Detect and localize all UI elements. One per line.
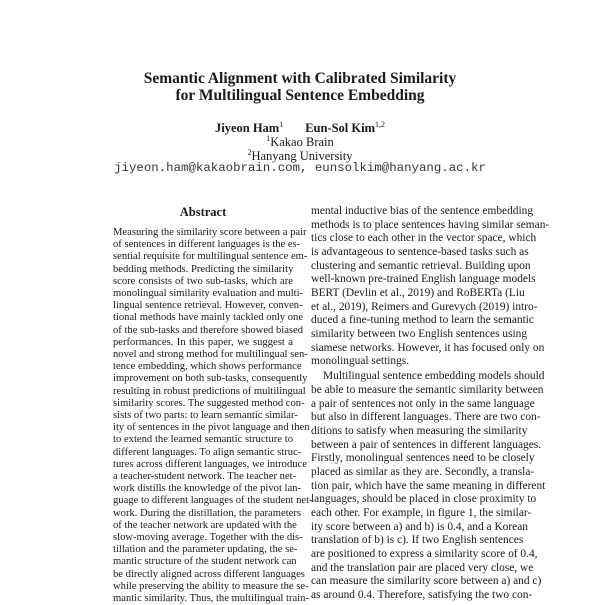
abstract-body <box>113 227 313 605</box>
text-line: a pair of sentences not only in the same language <box>311 397 535 410</box>
text-line: can measure the similarity score between a) and c) <box>311 575 542 588</box>
text-line: similarity between two English sentences using <box>311 327 528 340</box>
author-name: Jiyeon Ham <box>214 121 280 135</box>
text-line: clustering and semantic retrieval. Building upon <box>311 259 531 272</box>
text-line: be directly aligned across different languages <box>113 568 305 580</box>
text-line: translation of b) is c). If two English sentences <box>311 534 524 547</box>
text-line: tional methods have mainly tackled only one <box>113 312 304 324</box>
author-name: Eun-Sol Kim <box>305 121 376 135</box>
text-line: slow-moving average. Together with the dis- <box>113 532 303 544</box>
introduction-column <box>311 205 550 603</box>
text-line: to extend the learned semantic structure to <box>113 434 293 446</box>
abstract-heading: Abstract <box>179 205 227 219</box>
text-line: of the teacher network are updated with the <box>113 519 297 531</box>
text-line: bedding methods. Predicting the similarity <box>113 263 294 275</box>
text-line: sential requisite for multilingual sentence em- <box>113 251 308 263</box>
affiliation-mark: 1 <box>266 134 271 143</box>
text-line: of the sub-tasks and therefore showed biased <box>113 324 304 336</box>
text-line: novel and strong method for multilingual sen- <box>113 349 308 361</box>
text-line: monolingual similarity evaluation and multi- <box>113 288 304 300</box>
author-affiliation-mark: 1,2 <box>375 120 386 129</box>
affiliation-name: Hanyang University <box>251 149 353 163</box>
text-line: duced a fine-tuning method to learn the semantic <box>311 314 534 327</box>
text-line: placed as similar as they are. Secondly, a transla- <box>311 465 535 478</box>
text-line: monolingual settings. <box>311 355 410 368</box>
text-line: languages, should be placed in close proximity to <box>311 493 537 506</box>
text-line: ity of sentences in the pivot language and then <box>113 422 310 434</box>
text-line: mantic structure of the student network can <box>113 556 297 568</box>
text-line: sists of two parts: to learn semantic similar- <box>113 410 298 422</box>
affiliation-name: Kakao Brain <box>270 135 334 149</box>
text-line: BERT (Devlin et al., 2019) and RoBERTa (Liu <box>311 286 525 299</box>
text-line: tence embedding, which shows performance <box>113 361 302 373</box>
text-line: of sentences in different languages is the es- <box>113 239 301 251</box>
text-line: between a pair of sentences in different languages. <box>311 438 542 451</box>
text-line: resulting in robust predictions of multilingual <box>113 385 306 397</box>
author-list <box>0 121 600 135</box>
text-line: et al., 2019), Reimers and Gurevych (2019) intro- <box>311 300 538 313</box>
text-line: improvement on both sub-tasks, consequently <box>113 373 308 385</box>
author-emails: jiyeon.ham@kakaobrain.com, eunsolkim@hanyang.ac.kr <box>114 161 486 175</box>
body-paragraph <box>311 370 546 602</box>
text-line: Multilingual sentence embedding models should <box>323 370 545 383</box>
body-paragraph <box>311 205 550 369</box>
affiliation <box>0 135 600 149</box>
text-line: well-known pre-trained English language models <box>311 273 536 286</box>
text-line: is advantageous to sentence-based tasks such as <box>311 245 529 258</box>
text-line: be able to measure the semantic similarity between <box>311 384 544 397</box>
text-line: tics close to each other in the vector space, which <box>311 232 537 245</box>
text-line: while preserving the ability to measure the se- <box>113 580 309 592</box>
text-line: but also in different languages. There are two con- <box>311 411 541 424</box>
text-line: are positioned to express a similarity score of 0.4, <box>311 547 538 560</box>
text-line: a teacher-student network. The teacher net- <box>113 471 297 483</box>
text-line: work distills the knowledge of the pivot lan- <box>113 483 302 495</box>
text-line: performances. In this paper, we suggest a <box>113 336 293 348</box>
text-line: Measuring the similarity score between a pair <box>113 227 307 238</box>
text-line: lingual sentence retrieval. However, conven- <box>113 300 303 312</box>
text-line: work. During the distillation, the parameters <box>113 507 301 519</box>
text-line: and the translation pair are placed very close, we <box>311 561 534 574</box>
title-line-1: Semantic Alignment with Calibrated Similarity <box>143 70 457 87</box>
text-line: mantic similarity. Thus, the multilingual train- <box>113 593 309 605</box>
text-line: ditions to satisfy when measuring the similarity <box>311 425 528 437</box>
text-line: ity score between a) and b) is 0.4, and a Korean <box>311 520 528 533</box>
text-line: Firstly, monolingual sentences need to be closely <box>311 452 535 465</box>
text-line: tion pair, which have the same meaning in different <box>311 479 546 492</box>
title-line-2: for Multilingual Sentence Embedding <box>175 87 425 104</box>
text-line: each other. For example, in figure 1, the similar- <box>311 506 532 519</box>
author-affiliation-mark: 1 <box>279 120 284 129</box>
affiliation-mark: 2 <box>247 148 252 157</box>
paper-title <box>0 70 600 104</box>
text-line: siamese networks. However, it has focused only on <box>311 341 545 354</box>
text-line: score consists of two sub-tasks, which are <box>113 275 293 287</box>
text-line: similarity scores. The suggested method con- <box>113 397 305 409</box>
text-line: as around 0.4. Therefore, satisfying the two con- <box>311 588 533 601</box>
text-line: guage to different languages of the student net- <box>113 495 313 507</box>
text-line: mental inductive bias of the sentence embedding <box>311 205 534 217</box>
text-line: different languages. To align semantic struc- <box>113 446 302 458</box>
text-line: methods is to place sentences having similar seman- <box>311 218 550 231</box>
text-line: tillation and the parameter updating, the se- <box>113 544 298 556</box>
text-line: tures across different languages, we introduce <box>113 458 307 470</box>
